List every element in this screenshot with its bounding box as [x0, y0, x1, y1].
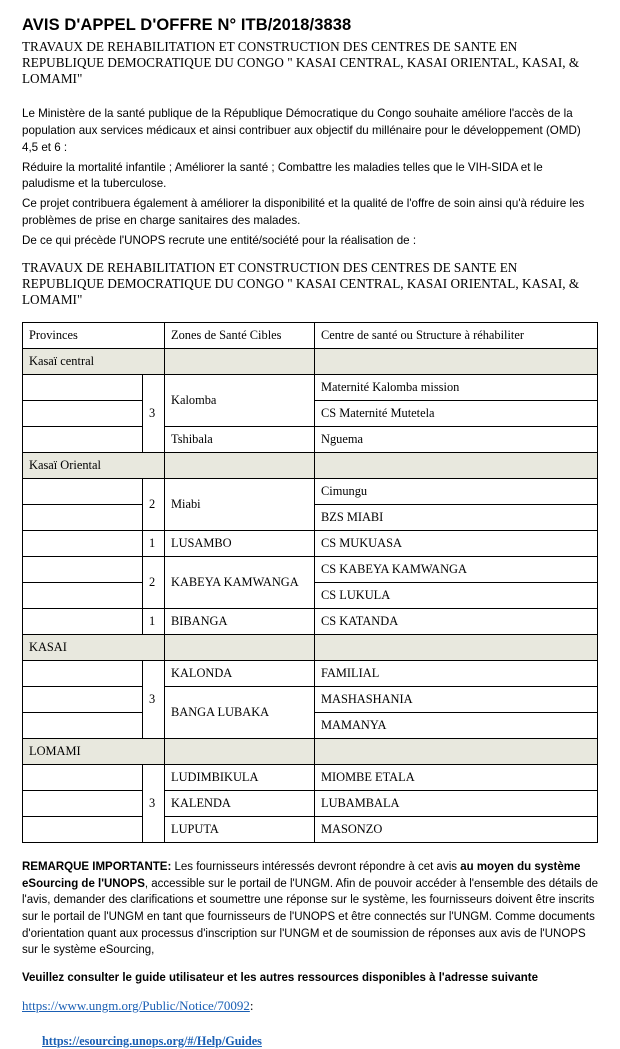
health-centers-table: [22, 322, 598, 843]
province-spacer: [23, 426, 143, 452]
section-heading: TRAVAUX DE REHABILITATION ET CONSTRUCTION DES CENTRES DE SANTE EN REPUBLIQUE DEMOCRATIQUE DU CONGO " KASAI CENTRAL, KASAI ORIENTAL, KASAI, & LOMAMI": [22, 259, 580, 307]
table-row: [23, 608, 598, 634]
province-spacer: [23, 504, 143, 530]
zone-name: LUSAMBO: [165, 530, 315, 556]
centre-name: Maternité Kalomba mission: [315, 374, 598, 400]
important-remark: [22, 859, 598, 959]
centre-name: CS KATANDA: [315, 608, 598, 634]
table-header-row: [23, 322, 598, 348]
zone-name: LUPUTA: [165, 816, 315, 842]
centre-name: CS LUKULA: [315, 582, 598, 608]
table-row: [23, 348, 598, 374]
remark-text-1: Les fournisseurs intéressés devront répondre à cet avis: [171, 860, 461, 873]
table-row: [23, 764, 598, 790]
table-row: [23, 426, 598, 452]
province-spacer: [23, 712, 143, 738]
esourcing-guides-line: [22, 1034, 598, 1049]
province-label: LOMAMI: [23, 738, 165, 764]
province-spacer: [23, 374, 143, 400]
empty-cell: [165, 738, 315, 764]
empty-cell: [315, 738, 598, 764]
intro-paragraph-1: Le Ministère de la santé publique de la République Démocratique du Congo souhaite améliore l'accès de la population aux services médicaux et ainsi contribuer aux objectif du millénaire pour le développement (OMD) 4,5 et 6 :: [22, 107, 581, 154]
table-row: [23, 556, 598, 582]
centre-name: FAMILIAL: [315, 660, 598, 686]
empty-cell: [315, 452, 598, 478]
table-row: [23, 738, 598, 764]
table-row: [23, 816, 598, 842]
province-spacer: [23, 608, 143, 634]
province-spacer: [23, 686, 143, 712]
zone-count: 3: [143, 374, 165, 452]
province-spacer: [23, 816, 143, 842]
intro-paragraph-2: Réduire la mortalité infantile ; Améliorer la santé ; Combattre les maladies telles que le VIH-SIDA et le paludisme et la tuberculose.: [22, 160, 543, 191]
province-spacer: [23, 790, 143, 816]
table-row: [23, 452, 598, 478]
zone-count: 3: [143, 764, 165, 842]
esourcing-guides-link[interactable]: https://esourcing.unops.org/#/Help/Guides: [42, 1033, 262, 1048]
province-spacer: [23, 478, 143, 504]
centre-name: MIOMBE ETALA: [315, 764, 598, 790]
table-header-provinces: Provinces: [23, 322, 165, 348]
table-row: [23, 374, 598, 400]
table-row: [23, 790, 598, 816]
centre-name: CS MUKUASA: [315, 530, 598, 556]
table-row: [23, 686, 598, 712]
province-label: Kasaï central: [23, 348, 165, 374]
centre-name: MAMANYA: [315, 712, 598, 738]
centre-name: BZS MIABI: [315, 504, 598, 530]
centre-name: Nguema: [315, 426, 598, 452]
table-header-centres: Centre de santé ou Structure à réhabiliter: [315, 322, 598, 348]
table-row: [23, 634, 598, 660]
zone-name: BIBANGA: [165, 608, 315, 634]
centre-name: Cimungu: [315, 478, 598, 504]
document-subtitle: TRAVAUX DE REHABILITATION ET CONSTRUCTION DES CENTRES DE SANTE EN REPUBLIQUE DEMOCRATIQUE DU CONGO " KASAI CENTRAL, KASAI ORIENTAL, KASAI, & LOMAMI": [22, 38, 580, 87]
remark-text-2: , accessible sur le portail de l'UNGM. Afin de pouvoir accéder à l'ensemble des détails de l'avis, demander des clarifications et soumettre une réponse sur le système, les fournisseurs doivent être inscrits sur le portail de l'UNGM en tant que fournisseurs de l'UNOPS et être connectés sur l'UNGM. Comme documents d'orientation quant aux processus d'inscription sur l'UNGM et de soumission de réponses aux avis de l'UNOPS sur le système eSourcing,: [22, 877, 598, 957]
intro-paragraph-4: De ce qui précède l'UNOPS recrute une entité/société pour la réalisation de :: [22, 233, 417, 247]
ungm-notice-link[interactable]: https://www.ungm.org/Public/Notice/70092: [22, 997, 250, 1013]
link-colon: :: [249, 997, 254, 1013]
table-row: [23, 478, 598, 504]
table-header-zones: Zones de Santé Cibles: [165, 322, 315, 348]
remark-label: REMARQUE IMPORTANTE:: [22, 860, 172, 873]
province-spacer: [23, 530, 143, 556]
zone-name: Tshibala: [165, 426, 315, 452]
province-label: Kasaï Oriental: [23, 452, 165, 478]
centre-name: MASHASHANIA: [315, 686, 598, 712]
intro-paragraph-3: Ce projet contribuera également à améliorer la disponibilité et la qualité de l'offre de soin ainsi qu'à réduire les problèmes de prise en charge sanitaires des malades.: [22, 197, 585, 228]
zone-count: 3: [143, 660, 165, 738]
zone-count: 1: [143, 608, 165, 634]
centre-name: LUBAMBALA: [315, 790, 598, 816]
zone-name: KALENDA: [165, 790, 315, 816]
empty-cell: [315, 634, 598, 660]
zone-count: 2: [143, 478, 165, 530]
zone-name: KABEYA KAMWANGA: [165, 556, 315, 608]
province-label: KASAI: [23, 634, 165, 660]
empty-cell: [165, 348, 315, 374]
table-row: [23, 660, 598, 686]
empty-cell: [165, 452, 315, 478]
consult-guide-text: Veuillez consulter le guide utilisateur et les autres ressources disponibles à l'adresse suivante: [22, 971, 538, 984]
province-spacer: [23, 660, 143, 686]
province-spacer: [23, 400, 143, 426]
zone-count: 1: [143, 530, 165, 556]
centre-name: CS KABEYA KAMWANGA: [315, 556, 598, 582]
zone-count: 2: [143, 556, 165, 608]
notice-link-line: [22, 998, 598, 1014]
empty-cell: [315, 348, 598, 374]
zone-name: LUDIMBIKULA: [165, 764, 315, 790]
centre-name: CS Maternité Mutetela: [315, 400, 598, 426]
zone-name: KALONDA: [165, 660, 315, 686]
zone-name: BANGA LUBAKA: [165, 686, 315, 738]
province-spacer: [23, 582, 143, 608]
province-spacer: [23, 764, 143, 790]
table-row: [23, 530, 598, 556]
remark-bold-esourcing: au moyen du système eSourcing de l'UNOPS: [22, 860, 581, 890]
document-title: AVIS D'APPEL D'OFFRE N° ITB/2018/3838: [22, 16, 352, 34]
empty-cell: [165, 634, 315, 660]
zone-name: Kalomba: [165, 374, 315, 426]
province-spacer: [23, 556, 143, 582]
centre-name: MASONZO: [315, 816, 598, 842]
zone-name: Miabi: [165, 478, 315, 530]
